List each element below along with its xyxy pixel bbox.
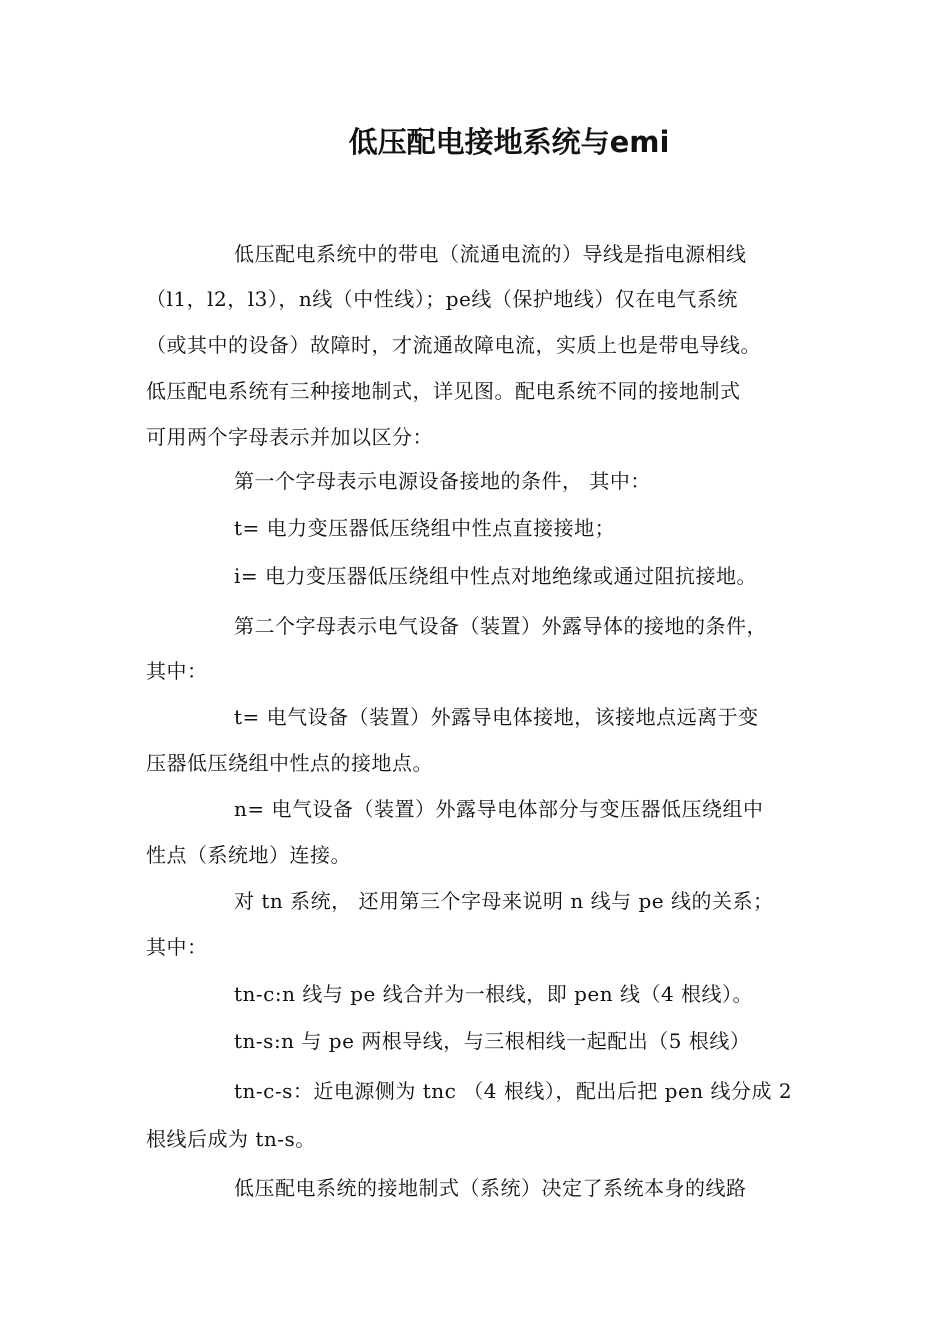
paragraph-line: （或其中的设备）故障时，才流通故障电流，实质上也是带电导线。 [146, 333, 761, 357]
paragraph-line: t= 电力变压器低压绕组中性点直接接地； [234, 516, 616, 540]
paragraph-line: n= 电气设备（装置）外露导电体部分与变压器低压绕组中 [234, 797, 764, 821]
paragraph-line: 对 tn 系统， 还用第三个字母来说明 n 线与 pe 线的关系； [234, 889, 774, 913]
paragraph-line: 第一个字母表示电源设备接地的条件， 其中： [234, 469, 651, 493]
paragraph-line: 低压配电系统中的带电（流通电流的）导线是指电源相线 [234, 242, 747, 266]
paragraph-line: （l1，l2，l3），n线（中性线）；pe线（保护地线）仅在电气系统 [146, 287, 738, 311]
paragraph-line: 压器低压绕组中性点的接地点。 [146, 751, 433, 775]
paragraph-line: 低压配电系统的接地制式（系统）决定了系统本身的线路 [234, 1176, 747, 1200]
paragraph-line: 低压配电系统有三种接地制式，详见图。配电系统不同的接地制式 [146, 379, 741, 403]
paragraph-line: tn-c:n 线与 pe 线合并为一根线，即 pen 线（4 根线）。 [234, 982, 754, 1006]
paragraph-line: t= 电气设备（装置）外露导电体接地，该接地点远离于变 [234, 705, 759, 729]
paragraph-line: 其中： [146, 659, 208, 683]
paragraph-line: tn-s:n 与 pe 两根导线，与三根相线一起配出（5 根线） [234, 1029, 751, 1053]
paragraph-line: 其中： [146, 935, 208, 959]
paragraph-line: 根线后成为 tn-s。 [146, 1127, 316, 1151]
paragraph-line: i= 电力变压器低压绕组中性点对地绝缘或通过阻抗接地。 [234, 564, 758, 588]
paragraph-line: 可用两个字母表示并加以区分： [146, 425, 433, 449]
paragraph-line: 第二个字母表示电气设备（装置）外露导体的接地的条件， [234, 614, 767, 638]
paragraph-line: 性点（系统地）连接。 [146, 843, 351, 867]
paragraph-line: tn-c-s：近电源侧为 tnc （4 根线），配出后把 pen 线分成 2 [234, 1079, 793, 1103]
document-title: 低压配电接地系统与emi [348, 125, 670, 159]
